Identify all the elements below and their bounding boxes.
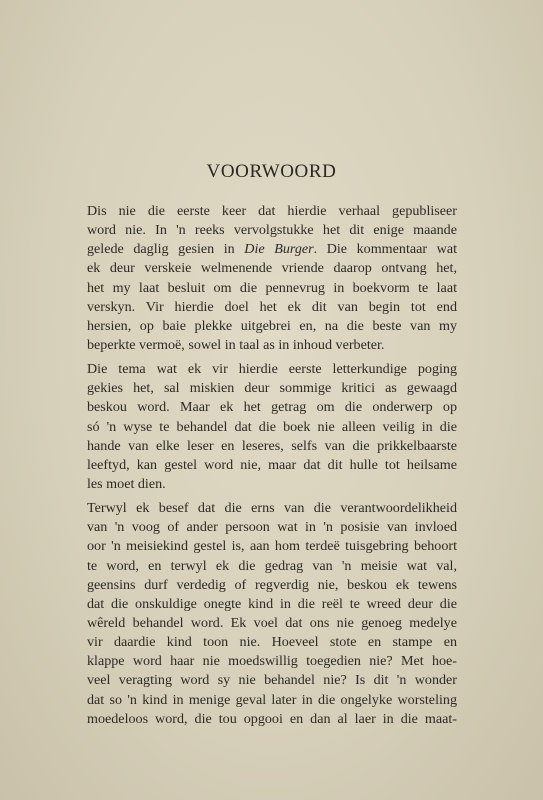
- text-line: dat die onskuldige onegte kind in die reël te wreed deur die: [87, 595, 457, 612]
- text-line: dat so 'n kind in menige geval later in die ongelyke worsteling: [87, 691, 457, 708]
- page-title: VOORWOORD: [206, 161, 337, 182]
- text-line: klappe word haar nie moedswillig toegedien nie? Met hoe-: [87, 653, 457, 670]
- paragraph-2: [87, 360, 457, 494]
- text-line: beskou word. Maar ek het getrag om die onderwerp op: [87, 399, 457, 416]
- text-line: Dis nie die eerste keer dat hierdie verhaal gepubliseer: [87, 203, 457, 219]
- text-line: te word, en terwyl ek die gedrag van 'n meisie wat val,: [87, 557, 457, 574]
- text-line: verskyn. Vir hierdie doel het ek dit van begin tot end: [87, 298, 457, 315]
- body-text: [87, 202, 457, 734]
- text-line: beperkte vermoë, sowel in taal as in inhoud verbeter.: [87, 336, 385, 353]
- text-line: leeftyd, kan gestel word nie, maar dat dit hulle tot heilsame: [87, 456, 457, 473]
- text-line: gekies het, sal miskien deur sommige kritici as gewaagd: [87, 380, 457, 397]
- text-line: van 'n voog of ander persoon wat in 'n posisie van invloed: [87, 519, 457, 536]
- text-line: wêreld behandel word. Ek voel dat ons nie genoeg medelye: [87, 614, 457, 631]
- text-line: Terwyl ek besef dat die erns van die verantwoordelikheid: [87, 500, 457, 517]
- text-line: het my laat besluit om die pennevrug in boekvorm te laat: [87, 279, 457, 296]
- text-line: hersien, op baie plekke uitgebrei en, na die beste van my: [87, 317, 457, 334]
- text-line: moedeloos word, die tou opgooi en dan al laer in die maat-: [87, 710, 457, 727]
- text-line: Die tema wat ek vir hierdie eerste letterkundige poging: [87, 361, 457, 378]
- text-line: veel veragting word sy nie behandel nie? Is dit 'n wonder: [87, 672, 457, 689]
- text-line: oor 'n meisiekind gestel is, aan hom terdeë tuisgebring behoort: [87, 538, 457, 555]
- text-line: ek deur verskeie welmenende vriende daarop ontvang het,: [87, 260, 457, 277]
- paragraph-1: [87, 202, 457, 355]
- paragraph-3: [87, 499, 457, 729]
- text-line: hande van elke leser en leseres, selfs van die prikkelbaarste: [87, 437, 457, 454]
- text-line: geensins durf verdedig of regverdig nie, beskou ek tewens: [87, 576, 457, 593]
- text-line: gelede daglig gesien in Die Burger. Die kommentaar wat: [87, 241, 457, 258]
- text-line: les moet dien.: [87, 475, 166, 492]
- text-line: só 'n wyse te behandel dat die boek nie alleen veilig in die: [87, 418, 457, 435]
- text-line: word nie. In 'n reeks vervolgstukke het dit enige maande: [87, 222, 457, 239]
- text-line: vir daardie kind toon nie. Hoeveel stote en stampe en: [87, 634, 457, 651]
